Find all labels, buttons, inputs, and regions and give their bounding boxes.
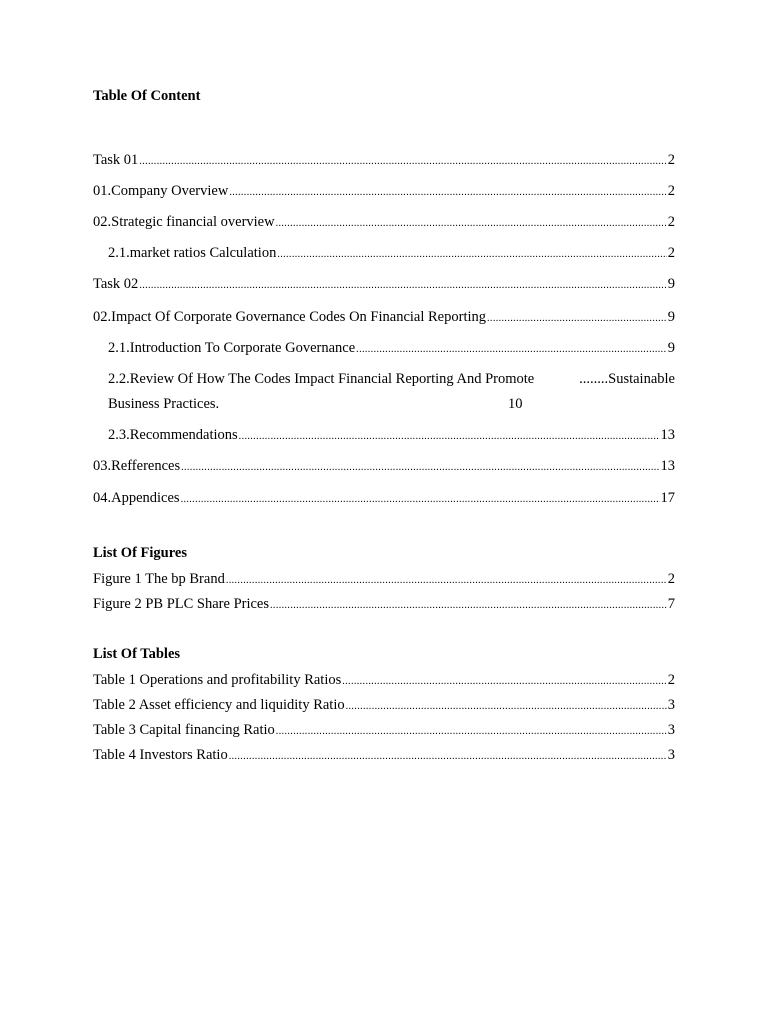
table-entry-page: 3 xyxy=(667,697,675,713)
toc-entry-line-2 xyxy=(108,395,675,413)
toc-entry-label-end: Sustainable xyxy=(608,371,675,387)
table-entry[interactable] xyxy=(93,746,675,764)
toc-entry-label: 02.Strategic financial overview xyxy=(93,214,275,230)
dot-leader xyxy=(346,698,667,716)
toc-entry-page: 9 xyxy=(667,340,675,356)
table-entry-label: Table 1 Operations and profitability Ratios xyxy=(93,672,342,688)
toc-entry[interactable] xyxy=(93,151,675,169)
toc-entry[interactable] xyxy=(108,244,675,262)
toc-entry-page: 17 xyxy=(660,490,675,506)
dot-leader xyxy=(139,153,666,171)
dot-leader xyxy=(487,310,667,328)
toc-entry-label: 01.Company Overview xyxy=(93,183,229,199)
toc-entry-page: 2 xyxy=(667,152,675,168)
toc-entry-label: 03.Refferences xyxy=(93,458,181,474)
figure-entry[interactable] xyxy=(93,570,675,588)
toc-entry-page: 9 xyxy=(667,276,675,292)
toc-entry-page: 13 xyxy=(660,458,675,474)
dot-leader: ........ xyxy=(579,371,609,387)
table-entry[interactable] xyxy=(93,721,675,739)
figure-entry[interactable] xyxy=(93,595,675,613)
toc-entry-page: 2 xyxy=(667,214,675,230)
toc-entry[interactable] xyxy=(93,489,675,507)
toc-entry-label: 2.2.Review Of How The Codes Impact Financial Reporting And Promote xyxy=(108,371,535,387)
dot-leader xyxy=(356,341,667,359)
table-entry[interactable] xyxy=(93,696,675,714)
toc-entry[interactable] xyxy=(93,182,675,200)
toc-entry-page: 2 xyxy=(667,183,675,199)
toc-entry-label: 2.3.Recommendations xyxy=(108,427,238,443)
toc-entry-label: 02.Impact Of Corporate Governance Codes On Financial Reporting xyxy=(93,309,487,325)
toc-entry[interactable] xyxy=(93,308,675,326)
toc-entry-page: 2 xyxy=(667,245,675,261)
dot-leader xyxy=(181,491,660,509)
toc-entry-label: Task 01 xyxy=(93,152,139,168)
dot-leader xyxy=(229,184,666,202)
table-entry-page: 3 xyxy=(667,722,675,738)
table-entry-label: Table 3 Capital financing Ratio xyxy=(93,722,275,738)
table-entry-label: Table 2 Asset efficiency and liquidity Ratio xyxy=(93,697,345,713)
toc-entry[interactable] xyxy=(93,213,675,231)
dot-leader xyxy=(270,597,667,615)
tables-heading: List Of Tables xyxy=(93,646,181,662)
dot-leader xyxy=(139,277,666,295)
toc-entry-page: 9 xyxy=(667,309,675,325)
dot-leader xyxy=(277,246,666,264)
toc-entry-label: 2.1.market ratios Calculation xyxy=(108,245,277,261)
toc-entry[interactable] xyxy=(93,275,675,293)
dot-leader xyxy=(181,459,659,477)
toc-entry-label: 2.1.Introduction To Corporate Governance xyxy=(108,340,356,356)
table-entry[interactable] xyxy=(93,671,675,689)
dot-leader xyxy=(276,723,667,741)
toc-entry[interactable] xyxy=(108,426,675,444)
dot-leader xyxy=(239,428,660,446)
dot-leader xyxy=(276,215,667,233)
table-entry-page: 3 xyxy=(667,747,675,763)
toc-heading: Table Of Content xyxy=(93,88,201,104)
toc-entry-label-continued xyxy=(579,370,675,395)
toc-entry-label: 04.Appendices xyxy=(93,490,180,506)
toc-entry-line-1 xyxy=(108,370,675,395)
toc-entry-label-line2: Business Practices. xyxy=(108,396,220,412)
toc-entry[interactable] xyxy=(93,457,675,475)
figure-entry-label: Figure 2 PB PLC Share Prices xyxy=(93,596,270,612)
figure-entry-page: 7 xyxy=(667,596,675,612)
toc-entry-page: 10 xyxy=(508,396,523,412)
dot-leader xyxy=(226,572,667,590)
table-entry-label: Table 4 Investors Ratio xyxy=(93,747,228,763)
dot-leader xyxy=(342,673,667,691)
table-entry-page: 2 xyxy=(667,672,675,688)
figures-heading: List Of Figures xyxy=(93,545,187,561)
toc-entry-label: Task 02 xyxy=(93,276,139,292)
dot-leader xyxy=(229,748,667,766)
toc-entry-page: 13 xyxy=(660,427,675,443)
toc-entry[interactable] xyxy=(108,339,675,357)
figure-entry-page: 2 xyxy=(667,571,675,587)
figure-entry-label: Figure 1 The bp Brand xyxy=(93,571,225,587)
toc-entry-wrapped[interactable] xyxy=(108,370,675,413)
